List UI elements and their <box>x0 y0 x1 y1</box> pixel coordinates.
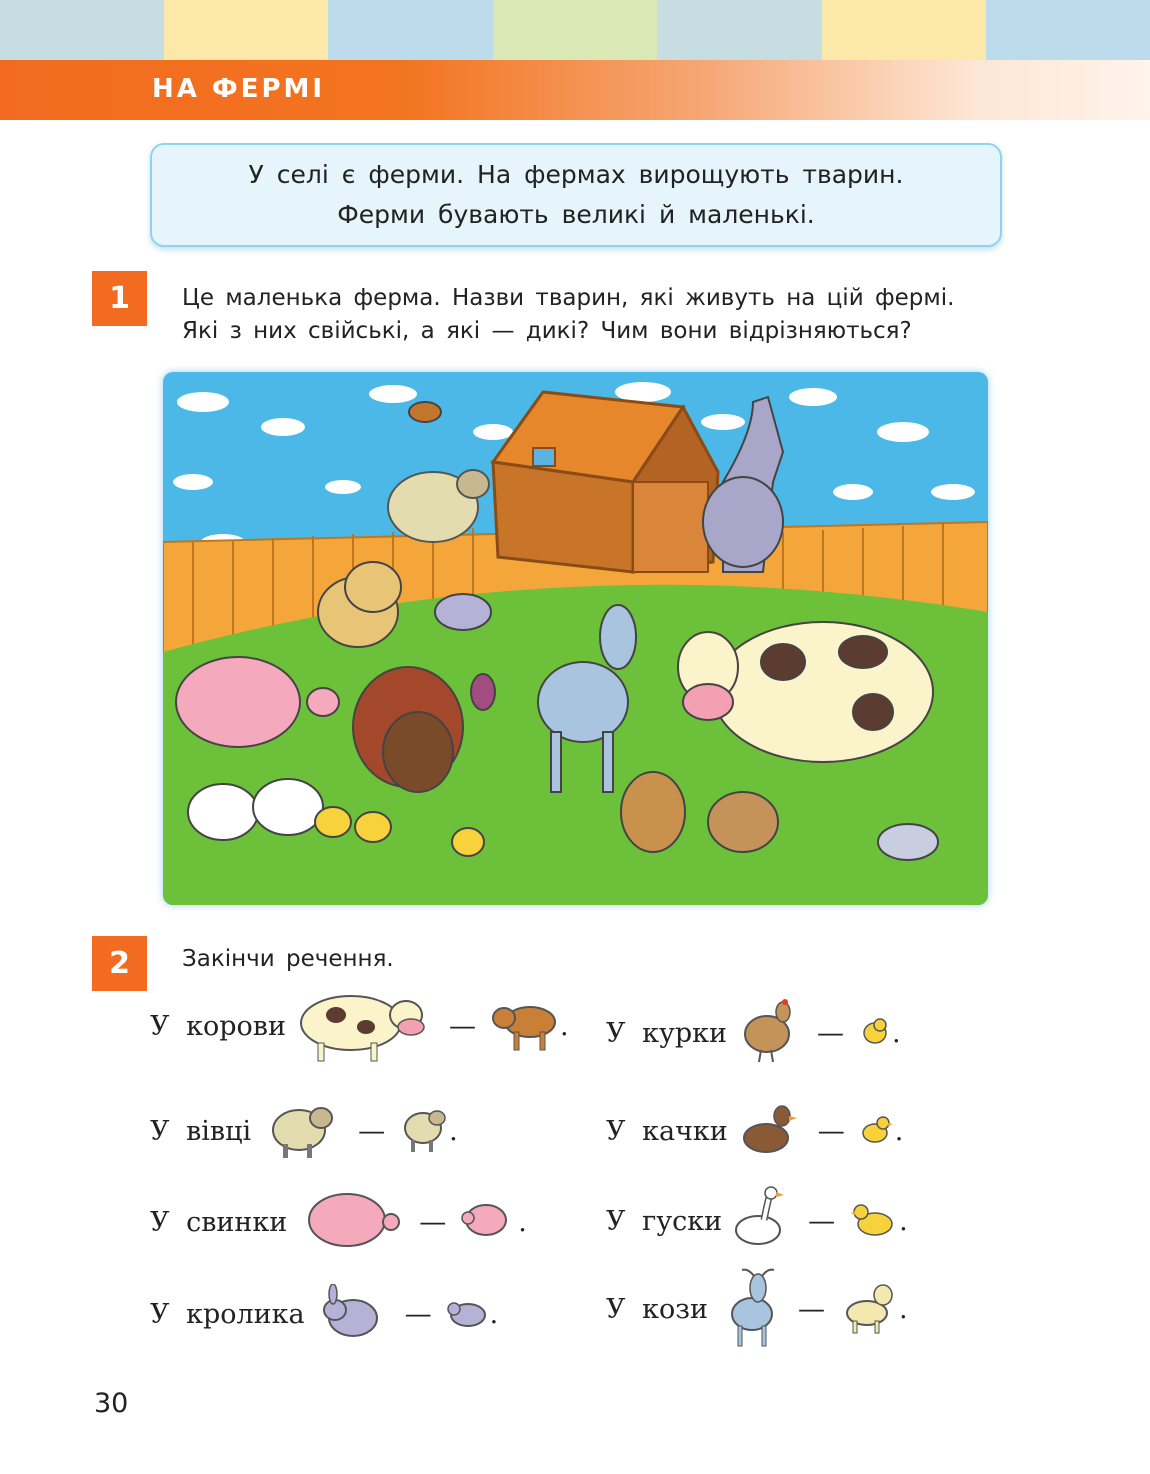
dash: — <box>419 1206 447 1238</box>
lamb-icon <box>401 1104 447 1158</box>
pig-icon <box>305 1188 401 1256</box>
calf-icon <box>490 994 558 1058</box>
task-1-line-2: Які з них свійські, а які — дикі? Чим вони відрізняються? <box>182 318 912 344</box>
stripe <box>0 0 164 60</box>
stripe <box>986 0 1150 60</box>
dot: . <box>892 1017 901 1049</box>
dash: — <box>817 1115 845 1147</box>
dash: — <box>817 1017 845 1049</box>
dash: — <box>358 1115 386 1147</box>
dash: — <box>797 1293 825 1325</box>
row-label: У вівці <box>150 1115 252 1147</box>
dot: . <box>898 1293 908 1325</box>
task-2-number: 2 <box>92 936 147 991</box>
dash: — <box>404 1298 432 1330</box>
row-hen <box>606 998 901 1068</box>
intro-line-2: Ферми бувають великі й маленькі. <box>337 200 815 229</box>
row-label: У свинки <box>150 1206 288 1238</box>
hen-icon <box>739 998 797 1068</box>
dot: . <box>559 1010 569 1042</box>
gosling-icon <box>851 1200 897 1242</box>
cow-icon <box>296 985 431 1067</box>
stripe <box>164 0 328 60</box>
row-duck <box>606 1100 903 1162</box>
dash: — <box>808 1205 836 1237</box>
intro-box <box>150 143 1002 247</box>
row-label: У курки <box>606 1017 728 1049</box>
page-number: 30 <box>94 1388 129 1419</box>
task-1-line-1: Це маленька ферма. Назви тварин, які живуть на цій фермі. <box>182 285 955 311</box>
row-label: У кози <box>606 1293 708 1325</box>
rabbit-icon <box>319 1284 381 1344</box>
kid-goat-icon <box>841 1279 897 1339</box>
row-rabbit <box>150 1284 498 1344</box>
row-label: У качки <box>606 1115 728 1147</box>
row-cow <box>150 985 569 1067</box>
row-goose <box>606 1186 908 1256</box>
stripe <box>493 0 657 60</box>
sheep-icon <box>269 1098 334 1164</box>
dot: . <box>518 1206 527 1238</box>
goose-icon <box>734 1186 786 1256</box>
chapter-title: НА ФЕРМІ <box>152 74 326 104</box>
top-color-stripes <box>0 0 1150 60</box>
dot: . <box>899 1205 908 1237</box>
row-label: У кролика <box>150 1298 305 1330</box>
duck-icon <box>742 1100 798 1162</box>
stripe <box>822 0 986 60</box>
row-sheep <box>150 1098 458 1164</box>
stripe <box>328 0 493 60</box>
stripe <box>657 0 822 60</box>
piglet-icon <box>460 1198 516 1246</box>
task-2-instruction: Закінчи речення. <box>182 946 394 972</box>
row-pig <box>150 1188 527 1256</box>
goat-icon <box>722 1266 780 1352</box>
dot: . <box>894 1115 904 1147</box>
row-label: У гуски <box>606 1205 723 1237</box>
baby-rabbit-icon <box>446 1295 488 1333</box>
task-1-number: 1 <box>92 271 147 326</box>
row-goat <box>606 1266 908 1352</box>
row-label: У корови <box>150 1010 286 1042</box>
chick-icon <box>860 1016 890 1050</box>
duckling-icon <box>861 1113 893 1149</box>
intro-line-1: У селі є ферми. На фермах вирощують тварин. <box>248 160 904 189</box>
dot: . <box>449 1115 458 1147</box>
dash: — <box>448 1010 476 1042</box>
farm-scene-illustration <box>163 372 988 905</box>
dot: . <box>489 1298 499 1330</box>
